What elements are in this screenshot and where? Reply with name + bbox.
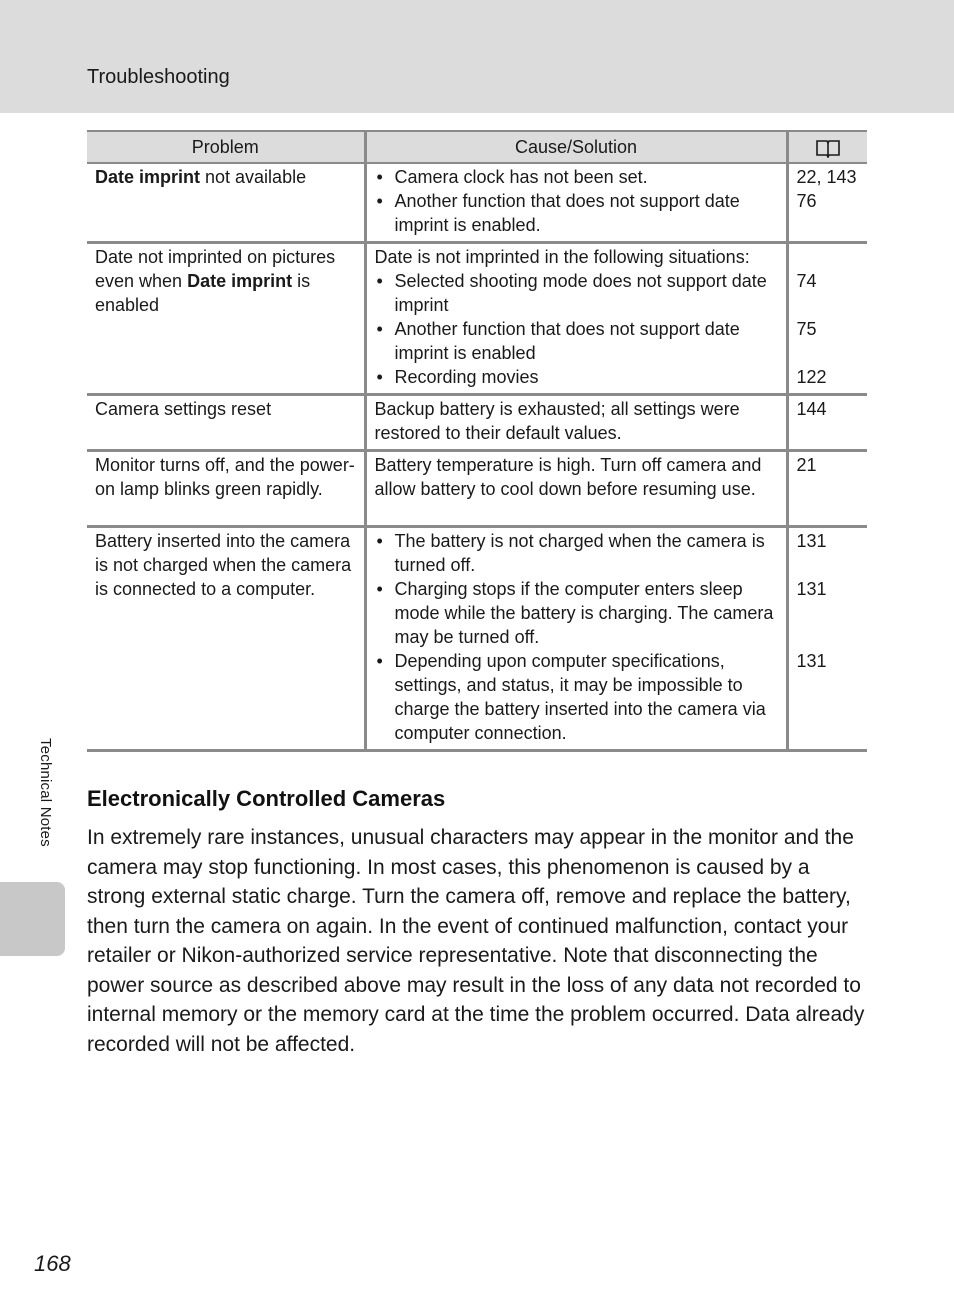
side-tab — [0, 882, 65, 956]
problem-cell: Battery inserted into the camera is not charged when the camera is connected to a computer. — [87, 527, 365, 751]
cause-item: • Camera clock has not been set. — [395, 165, 778, 189]
page-reference: 131 — [796, 651, 827, 671]
page-reference: 76 — [796, 191, 817, 211]
page-reference: 74 — [796, 271, 817, 291]
table-row — [87, 395, 867, 451]
cause-item: • Another function that does not support date imprint is enabled — [395, 317, 778, 365]
troubleshooting-table — [87, 130, 867, 752]
book-reference-icon — [815, 138, 841, 158]
header-band — [0, 0, 954, 113]
problem-text: not available — [200, 167, 307, 187]
cause-cell — [365, 243, 787, 395]
problem-text: is enabled — [95, 271, 311, 315]
problem-cell: Camera settings reset — [87, 395, 365, 451]
problem-cell — [87, 243, 365, 395]
cause-cell: Backup battery is exhausted; all settings were restored to their default values. — [365, 395, 787, 451]
running-header: Troubleshooting — [87, 66, 230, 88]
cause-item: • Another function that does not support date imprint is enabled. — [395, 189, 778, 237]
page-reference: 22, 143 — [796, 167, 857, 187]
header-reference — [787, 131, 867, 163]
problem-cell — [87, 163, 365, 243]
cause-item: • The battery is not charged when the camera is turned off. — [395, 529, 778, 577]
reference-cell — [787, 527, 867, 751]
problem-keyword: Date imprint — [187, 271, 293, 291]
table-row — [87, 163, 867, 243]
problem-cell: Monitor turns off, and the power-on lamp blinks green rapidly. — [87, 451, 365, 527]
reference-cell: 21 — [787, 451, 867, 527]
page-reference: 122 — [796, 367, 827, 387]
cause-cell — [365, 163, 787, 243]
table-row — [87, 243, 867, 395]
page-reference: 131 — [796, 579, 827, 599]
page-number: 168 — [34, 1251, 71, 1276]
cause-intro: Date is not imprinted in the following situations: — [374, 247, 750, 267]
cause-item: • Selected shooting mode does not support date imprint — [395, 269, 778, 317]
problem-text: Date not imprinted on pictures even when — [95, 247, 336, 291]
header-cause-solution: Cause/Solution — [365, 131, 787, 163]
cause-item: • Depending upon computer specifications, settings, and status, it may be impossible to charge the battery inserted into the camera via computer connection. — [395, 649, 778, 745]
reference-cell — [787, 243, 867, 395]
cause-item: • Recording movies — [395, 365, 778, 389]
side-tab-label: Technical Notes — [37, 738, 54, 847]
cause-cell: Battery temperature is high. Turn off camera and allow battery to cool down before resuming use. — [365, 451, 787, 527]
section-body: In extremely rare instances, unusual characters may appear in the monitor and the camera may stop functioning. In most cases, this phenomenon is caused by a strong external static charge. Turn the camera off, remove and replace the battery, then turn the camera on again. In the event of continued malfunction, contact your retailer or Nikon-authorized service representative. Note that disconnecting the power source as described above may result in the loss of any data not recorded to internal memory or the memory card at the time the problem occurred. Data already recorded will not be affected. — [87, 826, 865, 1056]
reference-cell: 144 — [787, 395, 867, 451]
header-problem: Problem — [87, 131, 365, 163]
page-reference: 131 — [796, 531, 827, 551]
cause-item: • Charging stops if the computer enters sleep mode while the battery is charging. The camera may be turned off. — [395, 577, 778, 649]
cause-cell — [365, 527, 787, 751]
table-header-row — [87, 131, 867, 163]
section-heading: Electronically Controlled Cameras — [87, 786, 446, 811]
reference-cell — [787, 163, 867, 243]
table-row — [87, 451, 867, 527]
page-reference: 75 — [796, 319, 817, 339]
table-row — [87, 527, 867, 751]
problem-keyword: Date imprint — [95, 167, 201, 187]
